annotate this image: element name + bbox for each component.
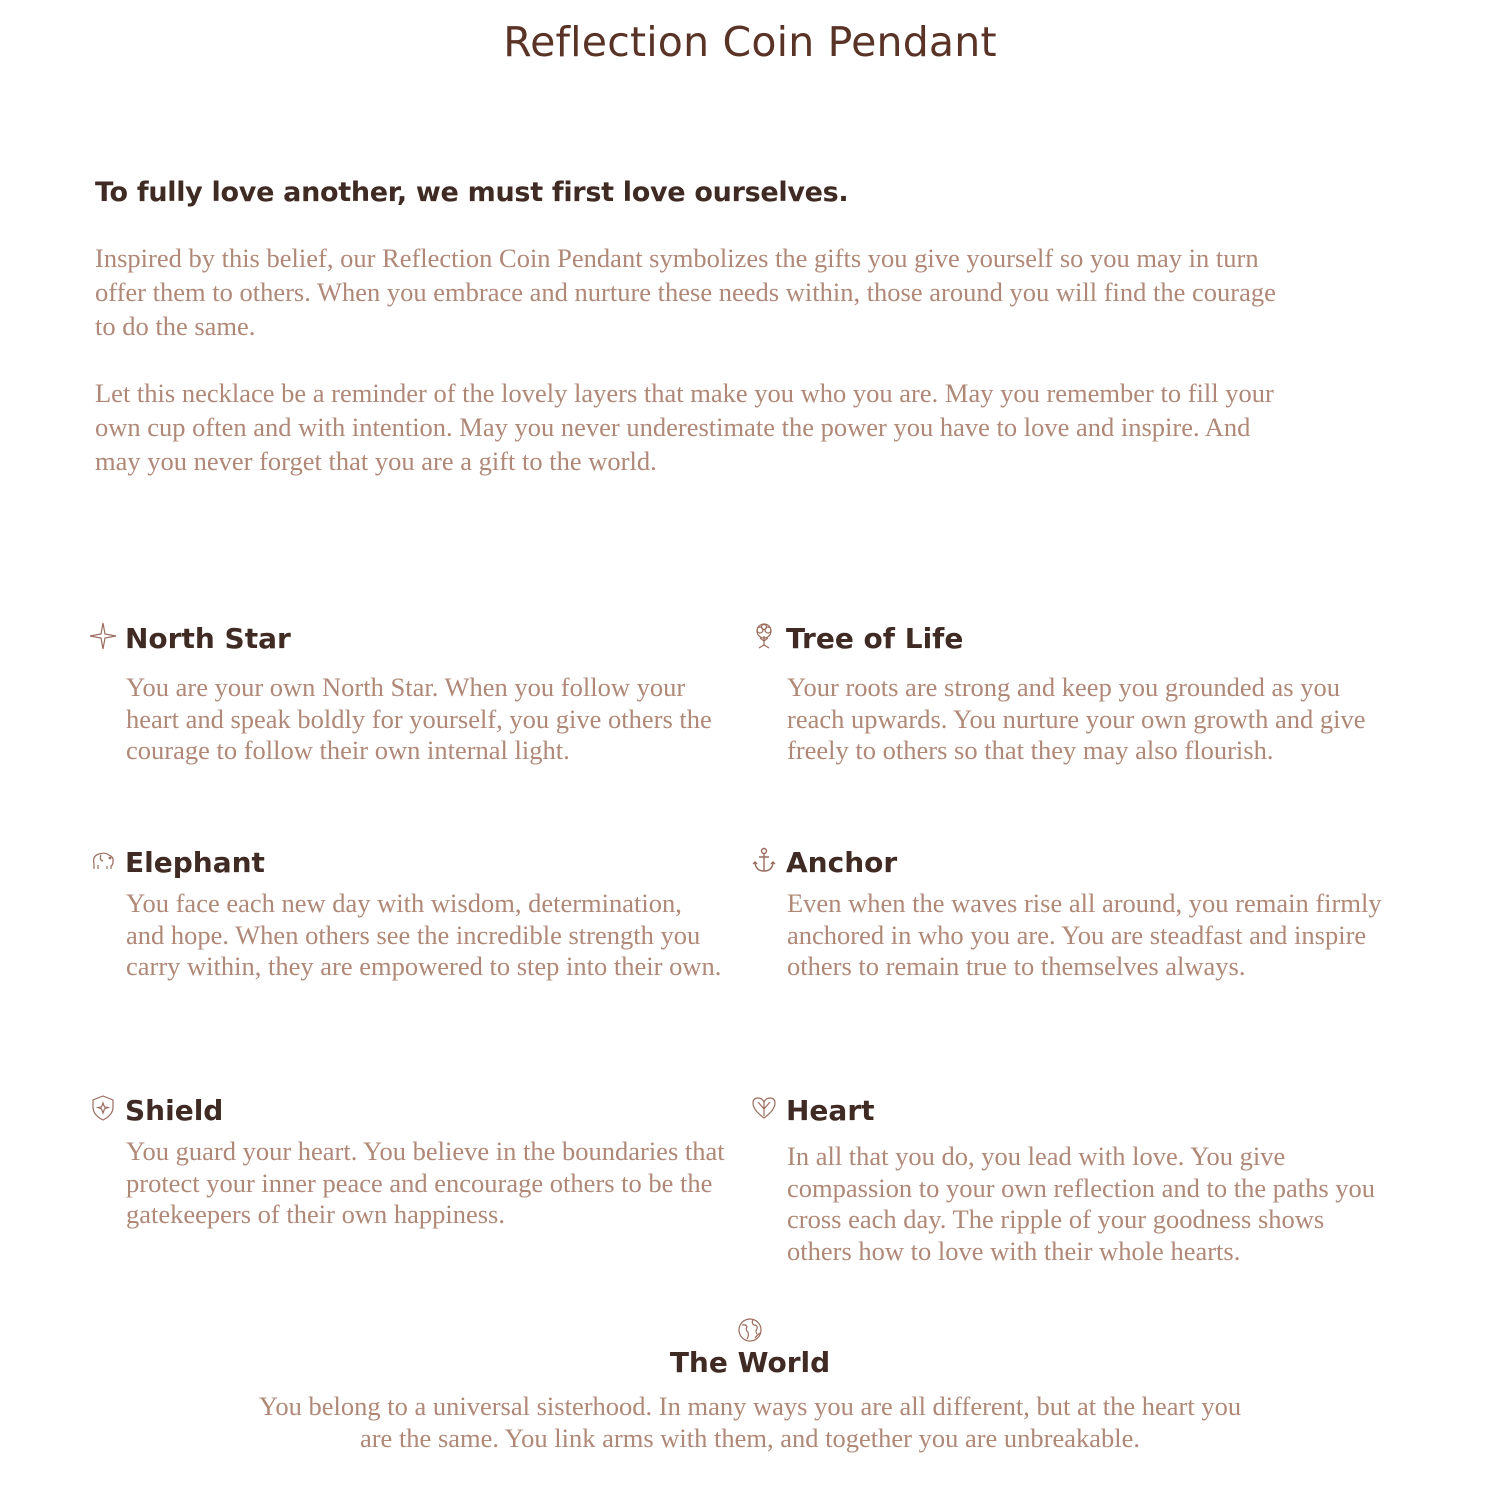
feature-description: In all that you do, you lead with love. You give compassion to your own reflection and to the paths you cross each day. The ripple of your goodness shows others how to love with their whole hearts. (787, 1141, 1376, 1266)
feature-title: Shield (125, 1094, 224, 1127)
tree-of-life-icon (750, 622, 778, 650)
feature-description: You are your own North Star. When you follow your heart and speak boldly for yourself, you give others the courage to follow their own internal light. (126, 672, 712, 765)
feature-title: Heart (786, 1094, 875, 1127)
feature-the-world (0, 1316, 1500, 1454)
globe-icon (736, 1316, 764, 1344)
feature-description: Even when the waves rise all around, you remain firmly anchored in who you are. You are steadfast and inspire others to remain true to themselves always. (787, 888, 1382, 981)
elephant-icon (89, 846, 117, 874)
feature-description: You guard your heart. You believe in the boundaries that protect your inner peace and encourage others to be the gatekeepers of their own happiness. (126, 1136, 725, 1229)
feature-shield (89, 1094, 729, 1229)
heart-icon (750, 1094, 778, 1122)
feature-title: North Star (125, 622, 291, 655)
feature-anchor (750, 846, 1390, 981)
feature-description: Your roots are strong and keep you grounded as you reach upwards. You nurture your own growth and give freely to others so that they may also flourish. (787, 672, 1366, 765)
north-star-icon (89, 622, 117, 650)
intro-paragraph: Let this necklace be a reminder of the lovely layers that make you who you are. May you remember to fill your own cup often and with intention. May you never underestimate the power you have to love and inspire. And may you never forget that you are a gift to the world. (95, 378, 1274, 476)
feature-title: The World (669, 1346, 831, 1379)
feature-heart (750, 1094, 1390, 1266)
feature-tree-of-life (750, 622, 1390, 765)
feature-elephant (89, 846, 729, 981)
intro-paragraph: Inspired by this belief, our Reflection Coin Pendant symbolizes the gifts you give yourself so you may in turn offer them to others. When you embrace and nurture these needs within, those around you will find the courage to do the same. (95, 243, 1276, 341)
feature-title: Tree of Life (786, 622, 964, 655)
feature-title: Elephant (125, 846, 265, 879)
shield-icon (89, 1094, 117, 1122)
feature-description: You face each new day with wisdom, determination, and hope. When others see the incredible strength you carry within, they are empowered to step into their own. (126, 888, 722, 981)
page-title: Reflection Coin Pendant (503, 18, 997, 66)
intro-heading: To fully love another, we must first love ourselves. (95, 177, 849, 208)
feature-north-star (89, 622, 729, 765)
feature-title: Anchor (786, 846, 898, 879)
anchor-icon (750, 846, 778, 874)
feature-description: You belong to a universal sisterhood. In many ways you are all different, but at the heart you are the same. You link arms with them, and together you are unbreakable. (258, 1391, 1242, 1453)
